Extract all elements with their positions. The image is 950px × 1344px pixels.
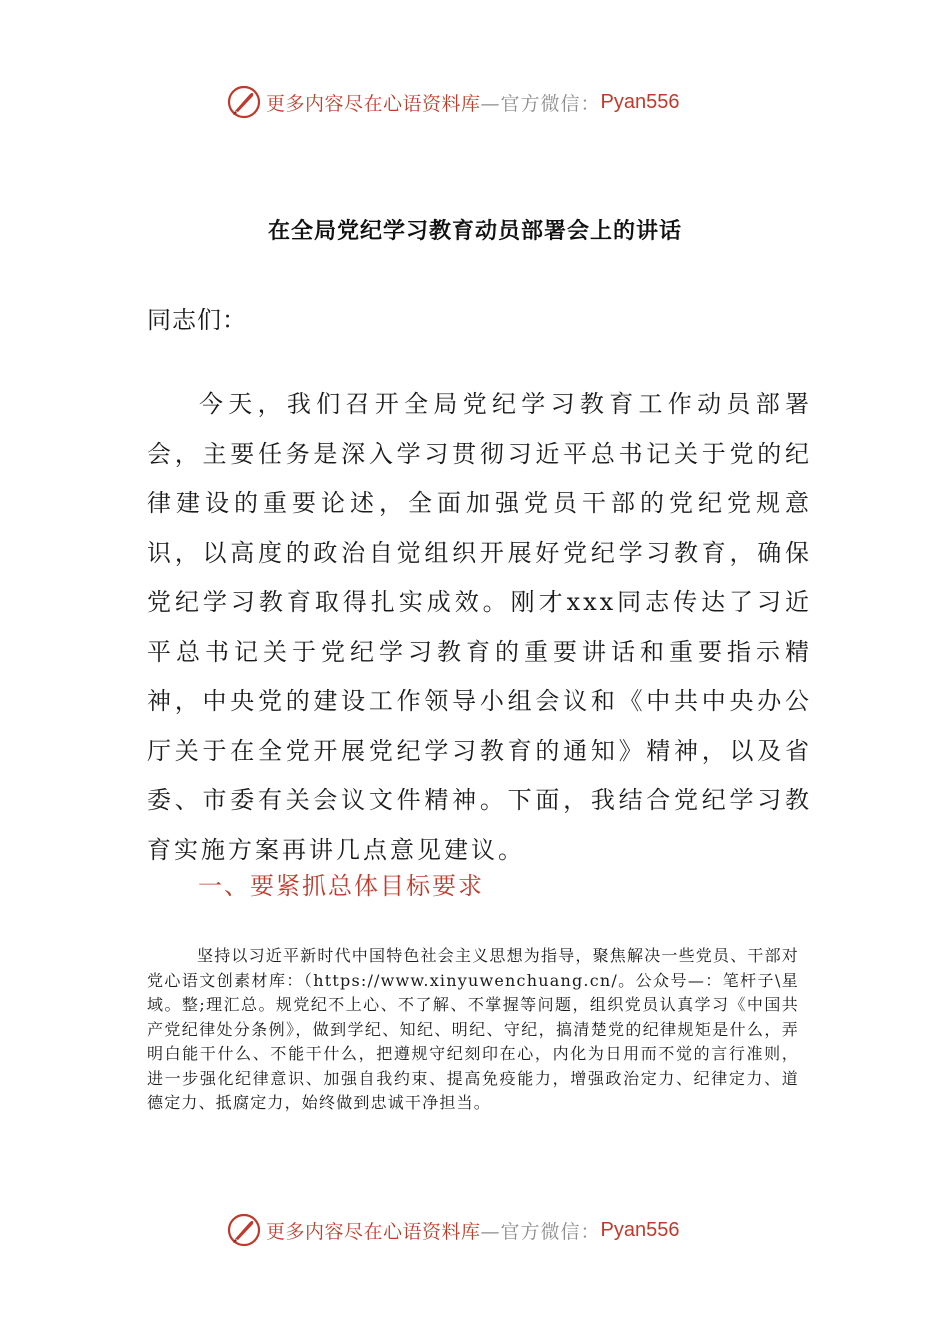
- banner-wechat-id: Pyan556: [600, 90, 680, 113]
- footer-banner: [226, 1210, 680, 1250]
- section-heading-1: 一、要紧抓总体目标要求: [198, 872, 484, 900]
- banner-wechat-id: Pyan556: [600, 1218, 680, 1241]
- quill-pen-icon: [226, 84, 262, 120]
- banner-site-name: 更多内容尽在心语资料库: [266, 1220, 481, 1243]
- section-paragraph-1: 坚持以习近平新时代中国特色社会主义思想为指导，聚焦解决一些党员、干部对党心语文创素材库：（https://www.xinyuwenchuang.cn/。公众号—：笔杆子\星域。整;理汇总。规党纪不上心、不了解、不掌握等问题，组织党员认真学习《中国共产党纪律处分条例》，做到学纪、知纪、明纪、守纪，搞清楚党的纪律规矩是什么，弄明白能干什么、不能干什么，把遵规守纪刻印在心，内化为日用而不觉的言行准则，进一步强化纪律意识、加强自我约束、提高免疫能力，增强政治定力、纪律定力、道德定力、抵腐定力，始终做到忠诚干净担当。: [147, 946, 800, 1112]
- header-banner: [226, 82, 680, 122]
- intro-paragraph: 今天，我们召开全局党纪学习教育工作动员部署会，主要任务是深入学习贯彻习近平总书记关于党的纪律建设的重要论述，全面加强党员干部的党纪党规意识，以高度的政治自觉组织开展好党纪学习教育，确保党纪学习教育取得扎实成效。刚才xxx同志传达了习近平总书记关于党纪学习教育的重要讲话和重要指示精神，中央党的建设工作领导小组会议和《中共中央办公厅关于在全党开展党纪学习教育的通知》精神，以及省委、市委有关会议文件精神。下面，我结合党纪学习教育实施方案再讲几点意见建议。: [147, 390, 812, 864]
- salutation: 同志们：: [147, 306, 247, 334]
- banner-site-name: 更多内容尽在心语资料库: [266, 92, 481, 115]
- quill-pen-icon: [226, 1212, 262, 1248]
- document-title: 在全局党纪学习教育动员部署会上的讲话: [267, 219, 682, 244]
- banner-wechat-label: —官方微信：: [480, 1220, 601, 1243]
- banner-wechat-label: —官方微信：: [480, 92, 601, 115]
